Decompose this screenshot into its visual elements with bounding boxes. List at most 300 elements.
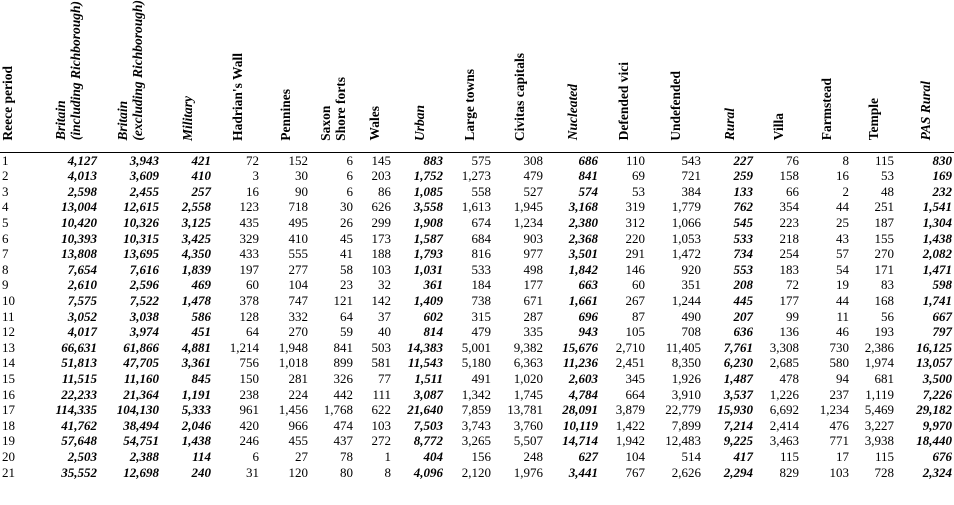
value-cell: 437	[333, 433, 353, 449]
period-cell: 4	[2, 199, 9, 215]
value-cell: 433	[239, 246, 259, 262]
value-cell: 384	[681, 183, 701, 199]
value-cell: 6	[252, 448, 259, 464]
value-cell: 4,350	[181, 246, 211, 262]
value-cell: 251	[874, 199, 894, 215]
value-cell: 2,386	[864, 339, 894, 355]
value-cell: 41	[340, 246, 353, 262]
value-cell: 60	[632, 277, 645, 293]
value-cell: 53	[881, 168, 894, 184]
value-cell: 558	[471, 183, 491, 199]
value-cell: 354	[779, 199, 799, 215]
value-cell: 9,970	[922, 417, 952, 433]
value-cell: 26	[340, 215, 353, 231]
table-row	[0, 199, 954, 215]
value-cell: 1,541	[922, 199, 952, 215]
value-cell: 104	[288, 277, 308, 293]
value-cell: 686	[578, 152, 598, 168]
value-cell: 1,304	[922, 215, 952, 231]
value-cell: 3,168	[568, 199, 598, 215]
value-cell: 1,976	[513, 464, 543, 480]
value-cell: 533	[471, 261, 491, 277]
value-cell: 7,654	[67, 261, 97, 277]
column-header-label: Rural	[721, 108, 737, 141]
value-cell: 1,438	[181, 433, 211, 449]
column-header-label: Reece period	[0, 66, 15, 141]
period-cell: 6	[2, 230, 9, 246]
value-cell: 2,503	[67, 448, 97, 464]
value-cell: 13,695	[123, 246, 159, 262]
value-cell: 2,626	[671, 464, 701, 480]
value-cell: 11,515	[61, 370, 97, 386]
value-cell: 6,363	[513, 355, 543, 371]
table-row	[0, 215, 954, 231]
value-cell: 5,180	[461, 355, 491, 371]
value-cell: 169	[932, 168, 952, 184]
value-cell: 555	[288, 246, 308, 262]
value-cell: 72	[246, 152, 259, 168]
column-header-label: Wales	[366, 106, 382, 141]
value-cell: 598	[932, 277, 952, 293]
value-cell: 47,705	[123, 355, 159, 371]
value-cell: 977	[523, 246, 543, 262]
table-row	[0, 262, 954, 278]
value-cell: 1,745	[513, 386, 543, 402]
column-header-label: Saxon Shore forts	[317, 76, 348, 141]
column-header	[600, 0, 647, 152]
value-cell: 6,230	[723, 355, 753, 371]
value-cell: 38,494	[123, 417, 159, 433]
value-cell: 2,603	[568, 370, 598, 386]
value-cell: 574	[578, 183, 598, 199]
period-cell: 9	[2, 277, 9, 293]
value-cell: 32	[378, 277, 391, 293]
value-cell: 25	[836, 215, 849, 231]
value-cell: 4,784	[568, 386, 598, 402]
value-cell: 1,471	[922, 261, 952, 277]
value-cell: 4,881	[181, 339, 211, 355]
value-cell: 54,751	[123, 433, 159, 449]
value-cell: 168	[874, 293, 894, 308]
column-header-label: Britain (including Richborough)	[53, 1, 83, 141]
value-cell: 115	[874, 152, 894, 168]
value-cell: 553	[733, 261, 753, 277]
value-cell: 207	[733, 308, 753, 324]
value-cell: 152	[288, 152, 308, 168]
period-cell: 10	[2, 293, 15, 308]
value-cell: 246	[239, 433, 259, 449]
value-cell: 5,333	[181, 402, 211, 418]
value-cell: 3,125	[181, 215, 211, 231]
value-cell: 1,214	[229, 339, 259, 355]
table-row	[0, 246, 954, 262]
table-row	[0, 402, 954, 418]
column-header-label: Hadrian's Wall	[229, 52, 245, 141]
value-cell: 46	[836, 324, 849, 340]
value-cell: 223	[779, 215, 799, 231]
value-cell: 30	[340, 199, 353, 215]
value-cell: 240	[191, 464, 211, 480]
value-cell: 11,160	[123, 370, 159, 386]
value-cell: 455	[288, 433, 308, 449]
value-cell: 18,440	[916, 433, 952, 449]
value-cell: 136	[779, 324, 799, 340]
value-cell: 10,326	[123, 215, 159, 231]
value-cell: 57,648	[61, 433, 97, 449]
value-cell: 1,741	[922, 293, 952, 308]
value-cell: 2,380	[568, 215, 598, 231]
column-header	[801, 0, 851, 152]
value-cell: 8	[384, 464, 391, 480]
value-cell: 238	[239, 386, 259, 402]
value-cell: 14,714	[562, 433, 598, 449]
value-cell: 104,130	[116, 402, 159, 418]
value-cell: 77	[378, 370, 391, 386]
value-cell: 636	[733, 324, 753, 340]
value-cell: 171	[874, 261, 894, 277]
column-header-label: Undefended	[667, 70, 683, 141]
value-cell: 76	[786, 152, 799, 168]
value-cell: 80	[340, 464, 353, 480]
value-cell: 830	[932, 152, 952, 168]
value-cell: 1,948	[278, 339, 308, 355]
value-cell: 3,609	[129, 168, 159, 184]
value-cell: 270	[874, 246, 894, 262]
table-body	[0, 152, 954, 480]
column-header-label: Military	[179, 95, 195, 141]
value-cell: 188	[371, 246, 391, 262]
column-header	[213, 0, 261, 152]
value-cell: 7,214	[723, 417, 753, 433]
value-cell: 2,046	[181, 417, 211, 433]
period-cell: 3	[2, 183, 9, 199]
column-header-label: Temple	[866, 98, 881, 141]
value-cell: 667	[932, 308, 952, 324]
value-cell: 22,779	[665, 402, 701, 418]
value-cell: 8,350	[671, 355, 701, 371]
value-cell: 277	[288, 261, 308, 277]
period-cell: 8	[2, 261, 9, 277]
value-cell: 15,676	[562, 339, 598, 355]
value-cell: 1,018	[278, 355, 308, 371]
value-cell: 15,930	[717, 402, 753, 418]
value-cell: 299	[371, 215, 391, 231]
value-cell: 491	[471, 370, 491, 386]
value-cell: 64	[340, 308, 353, 324]
value-cell: 2,294	[723, 464, 753, 480]
value-cell: 335	[523, 324, 543, 340]
value-cell: 3,463	[769, 433, 799, 449]
table-row	[0, 387, 954, 403]
value-cell: 503	[371, 339, 391, 355]
value-cell: 3,760	[513, 417, 543, 433]
value-cell: 319	[625, 199, 645, 215]
value-cell: 308	[523, 152, 543, 168]
value-cell: 410	[288, 230, 308, 246]
value-cell: 533	[733, 230, 753, 246]
value-cell: 6	[346, 183, 353, 199]
value-cell: 2,610	[67, 277, 97, 293]
value-cell: 527	[523, 183, 543, 199]
value-cell: 7,899	[671, 417, 701, 433]
value-cell: 21,640	[407, 402, 443, 418]
value-cell: 72	[786, 277, 799, 293]
value-cell: 2,082	[922, 246, 952, 262]
period-cell: 11	[2, 308, 15, 324]
value-cell: 498	[523, 261, 543, 277]
value-cell: 197	[239, 261, 259, 277]
column-header	[851, 0, 896, 152]
value-cell: 1,768	[323, 402, 353, 418]
column-header-label: Civitas capitals	[511, 52, 527, 141]
value-cell: 53	[632, 183, 645, 199]
value-cell: 254	[779, 246, 799, 262]
value-cell: 16	[246, 183, 259, 199]
value-cell: 78	[340, 448, 353, 464]
value-cell: 676	[932, 448, 952, 464]
value-cell: 602	[423, 308, 443, 324]
column-header	[493, 0, 545, 152]
value-cell: 224	[288, 386, 308, 402]
value-cell: 1,085	[413, 183, 443, 199]
value-cell: 1,244	[671, 293, 701, 308]
value-cell: 1,191	[181, 386, 211, 402]
value-cell: 1,066	[671, 215, 701, 231]
value-cell: 248	[523, 448, 543, 464]
column-header	[755, 0, 801, 152]
value-cell: 56	[881, 308, 894, 324]
value-cell: 3,938	[864, 433, 894, 449]
value-cell: 728	[874, 464, 894, 480]
value-cell: 1,234	[513, 215, 543, 231]
value-cell: 479	[523, 168, 543, 184]
value-cell: 29,182	[916, 402, 952, 418]
value-cell: 966	[288, 417, 308, 433]
value-cell: 270	[288, 324, 308, 340]
value-cell: 13,781	[507, 402, 543, 418]
column-header	[355, 0, 393, 152]
value-cell: 1,438	[922, 230, 952, 246]
value-cell: 218	[779, 230, 799, 246]
value-cell: 3,038	[129, 308, 159, 324]
value-cell: 173	[371, 230, 391, 246]
value-cell: 1,613	[461, 199, 491, 215]
value-cell: 99	[786, 308, 799, 324]
value-cell: 28,091	[562, 402, 598, 418]
value-cell: 417	[733, 448, 753, 464]
column-header	[647, 0, 703, 152]
header-row	[0, 0, 954, 152]
period-cell: 20	[2, 448, 15, 464]
value-cell: 59	[340, 324, 353, 340]
value-cell: 48	[881, 183, 894, 199]
column-header	[445, 0, 493, 152]
value-cell: 69	[632, 168, 645, 184]
period-cell: 5	[2, 215, 9, 231]
value-cell: 3,879	[615, 402, 645, 418]
value-cell: 3,943	[129, 152, 159, 168]
value-cell: 13,057	[916, 355, 952, 371]
value-cell: 730	[829, 339, 849, 355]
value-cell: 1,487	[723, 370, 753, 386]
value-cell: 9,382	[513, 339, 543, 355]
value-cell: 3,537	[723, 386, 753, 402]
period-cell: 2	[2, 168, 9, 184]
value-cell: 3,052	[67, 308, 97, 324]
value-cell: 2,388	[129, 448, 159, 464]
table-row	[0, 168, 954, 184]
value-cell: 5,001	[461, 339, 491, 355]
value-cell: 121	[333, 293, 353, 308]
value-cell: 514	[681, 448, 701, 464]
value-cell: 2,710	[615, 339, 645, 355]
value-cell: 110	[625, 152, 645, 168]
value-cell: 451	[191, 324, 211, 340]
value-cell: 1,456	[278, 402, 308, 418]
value-cell: 1	[384, 448, 391, 464]
value-cell: 1,053	[671, 230, 701, 246]
value-cell: 3,974	[129, 324, 159, 340]
value-cell: 10,393	[61, 230, 97, 246]
value-cell: 19	[836, 277, 849, 293]
value-cell: 115	[874, 448, 894, 464]
value-cell: 3,425	[181, 230, 211, 246]
value-cell: 442	[333, 386, 353, 402]
value-cell: 6	[346, 168, 353, 184]
value-cell: 123	[239, 199, 259, 215]
value-cell: 87	[632, 308, 645, 324]
period-cell: 1	[2, 152, 9, 168]
value-cell: 1,793	[413, 246, 443, 262]
table-row	[0, 152, 954, 168]
value-cell: 4,017	[67, 324, 97, 340]
value-cell: 545	[733, 215, 753, 231]
column-header-label: Nucleated	[565, 84, 580, 141]
value-cell: 1,273	[461, 168, 491, 184]
value-cell: 90	[295, 183, 308, 199]
table-row	[0, 277, 954, 293]
value-cell: 1,587	[413, 230, 443, 246]
value-cell: 845	[191, 370, 211, 386]
value-cell: 2,368	[568, 230, 598, 246]
value-cell: 351	[681, 277, 701, 293]
value-cell: 66,631	[61, 339, 97, 355]
value-cell: 58	[340, 261, 353, 277]
value-cell: 7,226	[922, 386, 952, 402]
value-cell: 257	[191, 183, 211, 199]
value-cell: 920	[681, 261, 701, 277]
table-row	[0, 309, 954, 325]
value-cell: 435	[239, 215, 259, 231]
value-cell: 4,127	[67, 152, 97, 168]
column-header-label: Villa	[770, 113, 786, 141]
value-cell: 259	[733, 168, 753, 184]
value-cell: 44	[836, 293, 849, 308]
value-cell: 361	[423, 277, 443, 293]
value-cell: 184	[471, 277, 491, 293]
value-cell: 104	[625, 448, 645, 464]
value-cell: 1,779	[671, 199, 701, 215]
value-cell: 115	[779, 448, 799, 464]
value-cell: 3,500	[922, 370, 952, 386]
value-cell: 3,308	[769, 339, 799, 355]
value-cell: 3,265	[461, 433, 491, 449]
value-cell: 1,409	[413, 293, 443, 308]
value-cell: 1,031	[413, 261, 443, 277]
value-cell: 14,383	[407, 339, 443, 355]
value-cell: 22,233	[61, 386, 97, 402]
value-cell: 3,501	[568, 246, 598, 262]
value-cell: 45	[340, 230, 353, 246]
value-cell: 1,908	[413, 215, 443, 231]
table-row	[0, 433, 954, 449]
value-cell: 3,558	[413, 199, 443, 215]
value-cell: 762	[733, 199, 753, 215]
value-cell: 155	[874, 230, 894, 246]
column-header	[393, 0, 445, 152]
value-cell: 1,478	[181, 293, 211, 308]
value-cell: 1,119	[865, 386, 894, 402]
value-cell: 12,698	[123, 464, 159, 480]
column-header	[99, 0, 161, 152]
table-row	[0, 371, 954, 387]
value-cell: 11	[836, 308, 849, 324]
value-cell: 474	[333, 417, 353, 433]
value-cell: 111	[372, 386, 391, 402]
value-cell: 708	[681, 324, 701, 340]
value-cell: 2,685	[769, 355, 799, 371]
value-cell: 4,096	[413, 464, 443, 480]
period-cell: 12	[2, 324, 15, 340]
value-cell: 345	[625, 370, 645, 386]
value-cell: 734	[733, 246, 753, 262]
value-cell: 2,120	[461, 464, 491, 480]
table-row	[0, 324, 954, 340]
column-header-label: Defended vici	[616, 62, 631, 141]
period-cell: 18	[2, 417, 15, 433]
value-cell: 40	[378, 324, 391, 340]
value-cell: 11,236	[562, 355, 598, 371]
value-cell: 420	[239, 417, 259, 433]
value-cell: 1,234	[819, 402, 849, 418]
value-cell: 13,808	[61, 246, 97, 262]
value-cell: 7,761	[723, 339, 753, 355]
value-cell: 7,859	[461, 402, 491, 418]
value-cell: 421	[191, 152, 211, 168]
value-cell: 291	[625, 246, 645, 262]
value-cell: 580	[829, 355, 849, 371]
value-cell: 841	[578, 168, 598, 184]
value-cell: 738	[471, 293, 491, 308]
value-cell: 57	[836, 246, 849, 262]
value-cell: 8,772	[413, 433, 443, 449]
value-cell: 479	[471, 324, 491, 340]
period-cell: 14	[2, 355, 15, 371]
value-cell: 814	[423, 324, 443, 340]
value-cell: 12,615	[123, 199, 159, 215]
value-cell: 663	[578, 277, 598, 293]
value-cell: 142	[371, 293, 391, 308]
value-cell: 1,942	[615, 433, 645, 449]
value-cell: 5,469	[864, 402, 894, 418]
value-cell: 232	[932, 183, 952, 199]
column-header	[37, 0, 99, 152]
value-cell: 899	[333, 355, 353, 371]
column-header	[161, 0, 213, 152]
value-cell: 961	[239, 402, 259, 418]
value-cell: 664	[625, 386, 645, 402]
period-cell: 13	[2, 339, 15, 355]
